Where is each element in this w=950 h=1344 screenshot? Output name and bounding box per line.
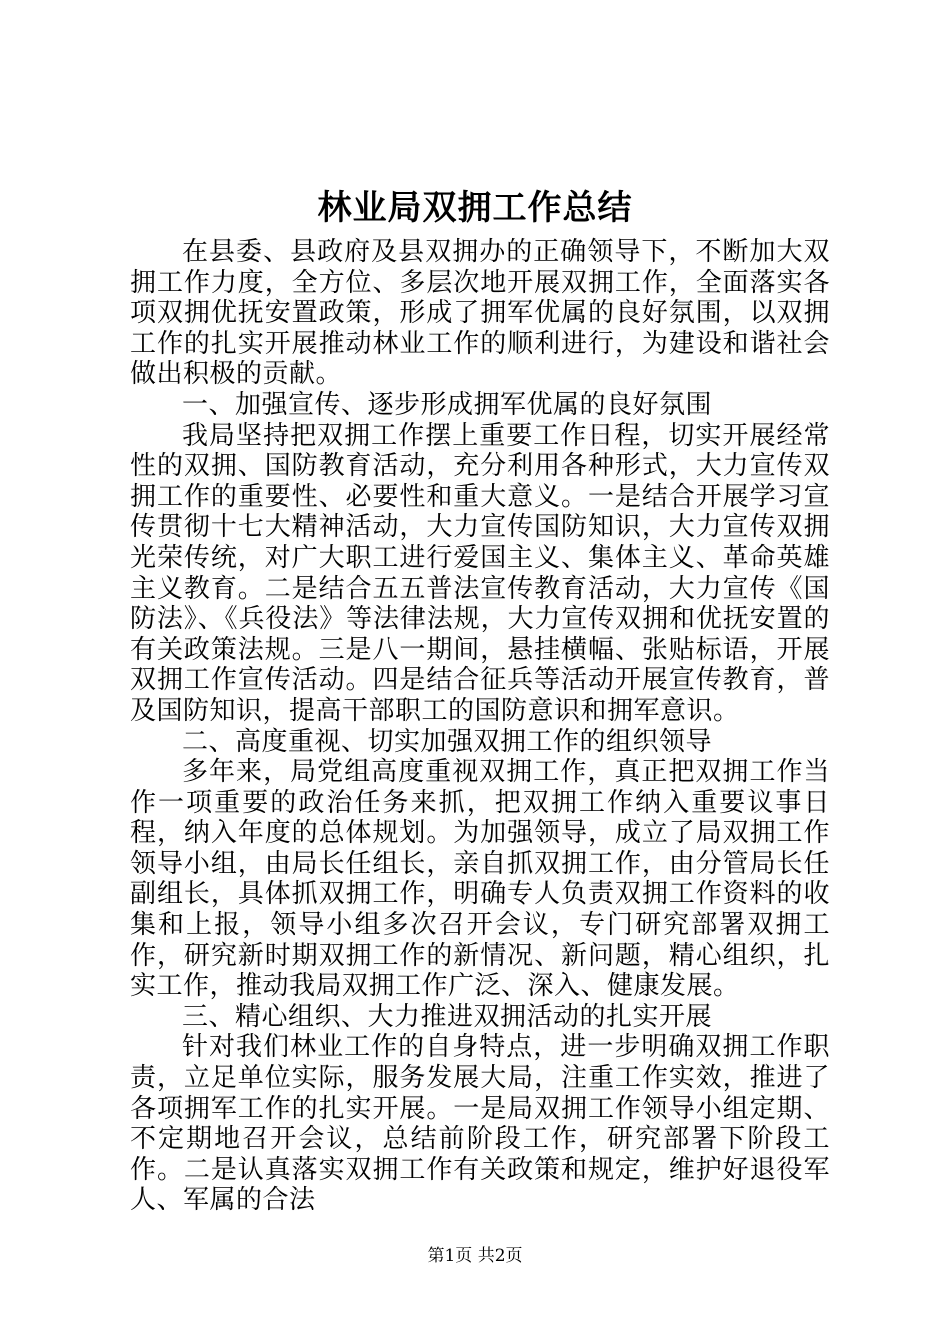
section-paragraph-3: 针对我们林业工作的自身特点，进一步明确双拥工作职责，立足单位实际，服务发展大局，注重工作实效，推进了各项拥军工作的扎实开展。一是局双拥工作领导小组定期、不定期地召开会议，总结前阶段工作，研究部署下阶段工作。二是认真落实双拥工作有关政策和规定，维护好退役军人、军属的合法 bbox=[130, 1032, 830, 1216]
document-body bbox=[130, 237, 830, 1216]
intro-paragraph: 在县委、县政府及县双拥办的正确领导下，不断加大双拥工作力度，全方位、多层次地开展双拥工作，全面落实各项双拥优抚安置政策，形成了拥军优属的良好氛围，以双拥工作的扎实开展推动林业工作的顺利进行，为建设和谐社会做出积极的贡献。 bbox=[130, 237, 830, 390]
section-heading-3: 三、精心组织、大力推进双拥活动的扎实开展 bbox=[182, 1001, 713, 1032]
page-number-footer: 第1页 共2页 bbox=[427, 1246, 523, 1266]
section-heading-2: 二、高度重视、切实加强双拥工作的组织领导 bbox=[182, 726, 713, 757]
page-title: 林业局双拥工作总结 bbox=[317, 188, 633, 228]
section-paragraph-2: 多年来，局党组高度重视双拥工作，真正把双拥工作当作一项重要的政治任务来抓，把双拥工作纳入重要议事日程，纳入年度的总体规划。为加强领导，成立了局双拥工作领导小组，由局长任组长，亲自抓双拥工作，由分管局长任副组长，具体抓双拥工作，明确专人负责双拥工作资料的收集和上报，领导小组多次召开会议，专门研究部署双拥工作，研究新时期双拥工作的新情况、新问题，精心组织，扎实工作，推动我局双拥工作广泛、深入、健康发展。 bbox=[130, 757, 830, 1002]
section-heading-1: 一、加强宣传、逐步形成拥军优属的良好氛围 bbox=[182, 389, 713, 420]
section-paragraph-1: 我局坚持把双拥工作摆上重要工作日程，切实开展经常性的双拥、国防教育活动，充分利用各种形式，大力宣传双拥工作的重要性、必要性和重大意义。一是结合开展学习宣传贯彻十七大精神活动，大力宣传国防知识，大力宣传双拥光荣传统，对广大职工进行爱国主义、集体主义、革命英雄主义教育。二是结合五五普法宣传教育活动，大力宣传《国防法》、《兵役法》等法律法规，大力宣传双拥和优抚安置的有关政策法规。三是八一期间，悬挂横幅、张贴标语，开展双拥工作宣传活动。四是结合征兵等活动开展宣传教育，普及国防知识，提高干部职工的国防意识和拥军意识。 bbox=[130, 420, 830, 726]
